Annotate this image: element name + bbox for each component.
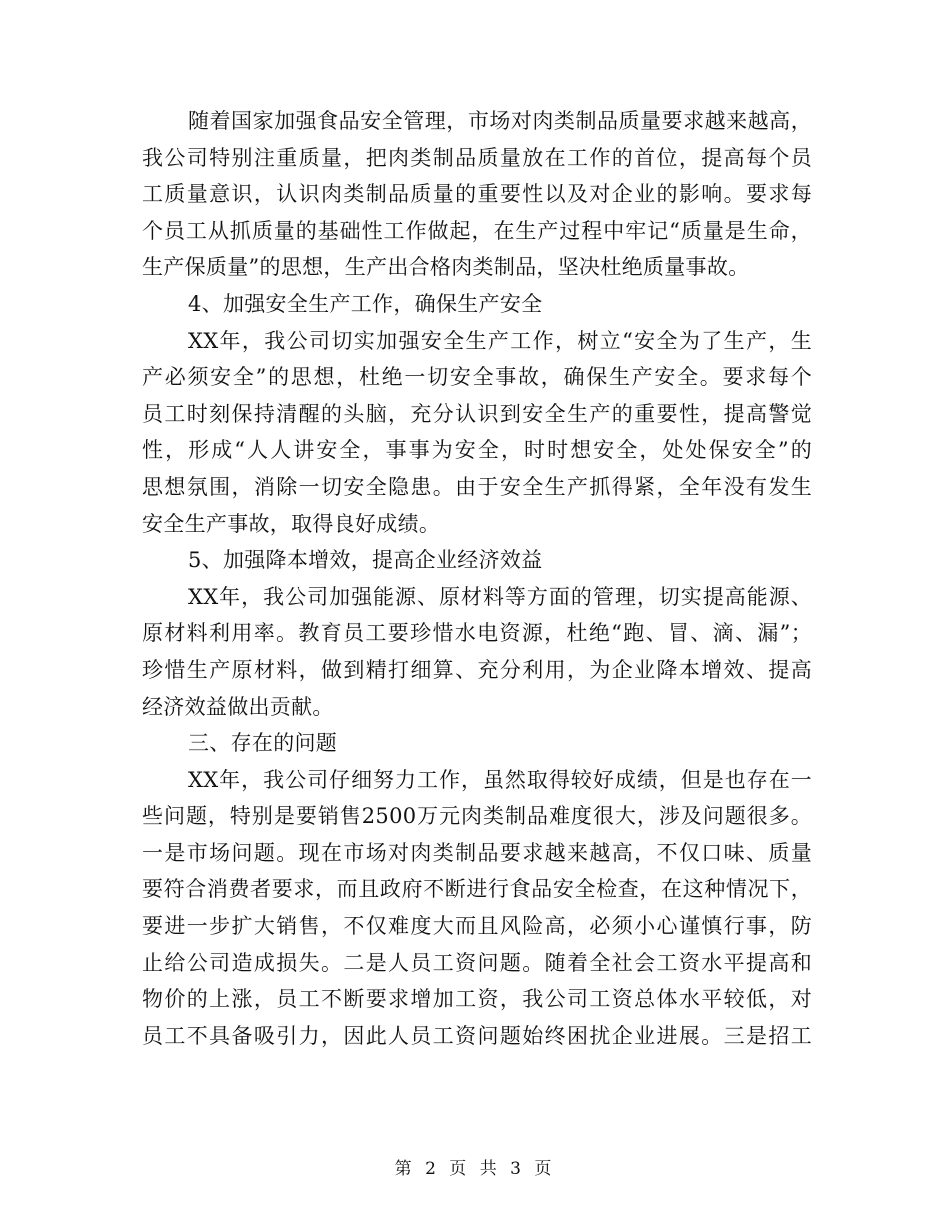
text-line: 止给公司造成损失。二是人员工资问题。随着全社会工资水平提高和 [142, 950, 812, 975]
text-line: 员工不具备吸引力，因此人员工资问题始终困扰企业进展。三是招工 [142, 1023, 812, 1048]
text-line: 经济效益做出贡献。 [142, 694, 334, 719]
text-line: 要符合消费者要求，而且政府不断进行食品安全检查，在这种情况下， [142, 877, 812, 902]
text-line: 产必须安全”的思想，杜绝一切安全事故，确保生产安全。要求每个 [142, 365, 812, 390]
text-line: XX年，我公司切实加强安全生产工作，树立“安全为了生产，生 [188, 328, 812, 353]
section-heading: 4、加强安全生产工作，确保生产安全 [188, 291, 543, 316]
text-line: 我公司特别注重质量，把肉类制品质量放在工作的首位，提高每个员 [142, 145, 812, 170]
text-line: 一是市场问题。现在市场对肉类制品要求越来越高，不仅口味、质量 [142, 840, 812, 865]
text-line: XX年，我公司仔细努力工作，虽然取得较好成绩，但是也存在一 [188, 767, 812, 792]
text-line: 安全生产事故，取得良好成绩。 [142, 511, 441, 536]
section-heading: 三、存在的问题 [188, 731, 338, 756]
text-line: 生产保质量”的思想，生产出合格肉类制品，坚决杜绝质量事故。 [142, 255, 750, 280]
text-line: 性，形成“人人讲安全，事事为安全，时时想安全，处处保安全”的 [142, 438, 812, 463]
document-body [142, 103, 812, 1054]
text-line: 随着国家加强食品安全管理，市场对肉类制品质量要求越来越高， [188, 109, 812, 133]
text-line: 原材料利用率。教育员工要珍惜水电资源，杜绝“跑、冒、滴、漏”； [142, 621, 812, 646]
text-line: XX年，我公司加强能源、原材料等方面的管理，切实提高能源、 [188, 584, 812, 609]
text-line: 物价的上涨，员工不断要求增加工资，我公司工资总体水平较低，对 [142, 987, 812, 1012]
section-heading: 5、加强降本增效，提高企业经济效益 [188, 548, 543, 573]
text-line: 工质量意识，认识肉类制品质量的重要性以及对企业的影响。要求每 [142, 182, 812, 207]
page-number-footer: 第 2 页 共 3 页 [394, 1159, 556, 1179]
text-line: 些问题，特别是要销售2500万元肉类制品难度很大，涉及问题很多。 [142, 804, 812, 829]
text-line: 思想氛围，消除一切安全隐患。由于安全生产抓得紧，全年没有发生 [142, 474, 812, 499]
text-line: 要进一步扩大销售，不仅难度大而且风险高，必须小心谨慎行事，防 [142, 914, 812, 939]
text-line: 个员工从抓质量的基础性工作做起，在生产过程中牢记“质量是生命， [142, 218, 812, 243]
text-line: 珍惜生产原材料，做到精打细算、充分利用，为企业降本增效、提高 [142, 657, 812, 682]
text-line: 员工时刻保持清醒的头脑，充分认识到安全生产的重要性，提高警觉 [142, 401, 812, 426]
